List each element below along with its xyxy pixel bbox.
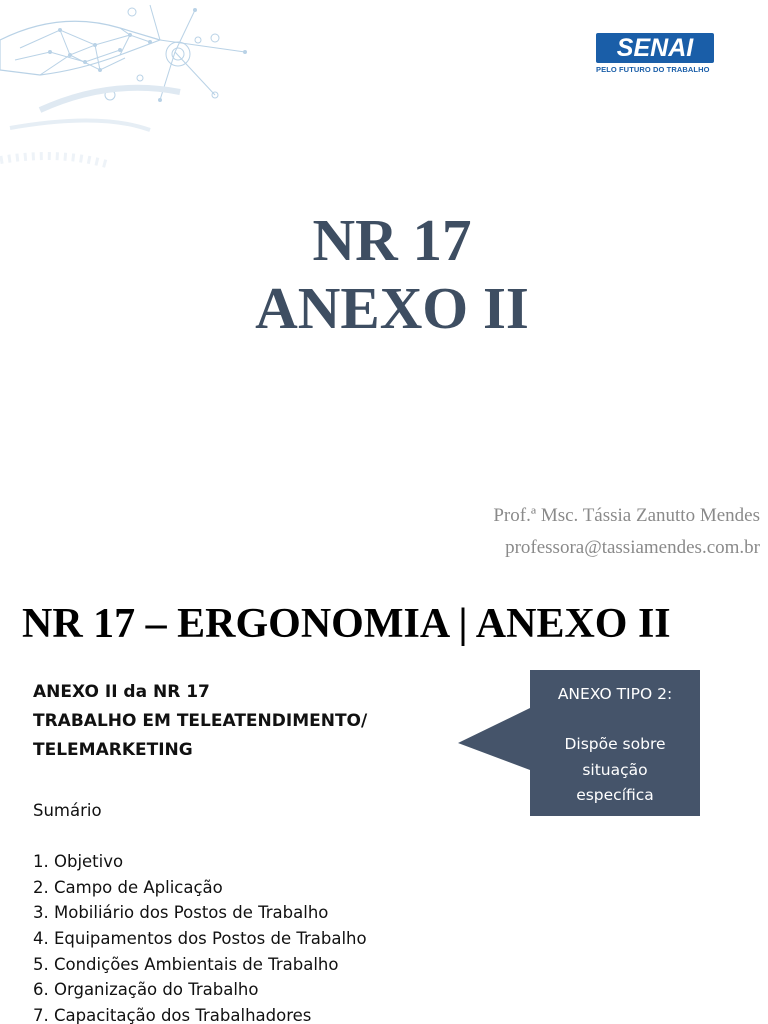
senai-logo-tagline: PELO FUTURO DO TRABALHO <box>596 65 710 74</box>
author-block <box>493 500 760 564</box>
table-of-contents <box>33 798 453 1024</box>
slide-heading: NR 17 – ERGONOMIA | ANEXO II <box>22 601 671 647</box>
summary-label: Sumário <box>33 801 102 820</box>
network-hand-decoration <box>0 0 250 190</box>
callout-text <box>530 670 700 818</box>
title-line-1: NR 17 <box>312 207 472 273</box>
toc-item: 2. Campo de Aplicação <box>33 877 223 897</box>
toc-item: 1. Objetivo <box>33 852 124 872</box>
author-name: Prof.ª Msc. Tássia Zanutto Mendes <box>493 505 760 526</box>
callout-line: situação <box>582 760 648 779</box>
annex-heading-line: TELEMARKETING <box>33 740 193 760</box>
author-email: professora@tassiamendes.com.br <box>505 537 760 558</box>
toc-item: 4. Equipamentos dos Postos de Trabalho <box>33 928 367 948</box>
annex-heading <box>33 678 453 765</box>
annex-heading-line: TRABALHO EM TELEATENDIMENTO/ <box>33 711 368 731</box>
toc-item: 5. Condições Ambientais de Trabalho <box>33 954 339 974</box>
annex-type-callout <box>456 670 702 818</box>
toc-item: 7. Capacitação dos Trabalhadores <box>33 1005 312 1024</box>
content-slide <box>0 578 768 1024</box>
callout-label: ANEXO TIPO 2: <box>557 685 673 703</box>
callout-line: específica <box>576 786 654 804</box>
title-line-2: ANEXO II <box>255 275 529 341</box>
callout-line: Dispõe sobre <box>564 735 666 753</box>
slide-title <box>0 206 768 342</box>
senai-logo <box>596 33 714 79</box>
spacer <box>33 824 453 850</box>
annex-heading-line: ANEXO II da NR 17 <box>33 682 210 702</box>
senai-logo-mark: SENAI <box>596 33 714 63</box>
toc-item: 3. Mobiliário dos Postos de Trabalho <box>33 903 329 923</box>
toc-item: 6. Organização do Trabalho <box>33 980 259 1000</box>
